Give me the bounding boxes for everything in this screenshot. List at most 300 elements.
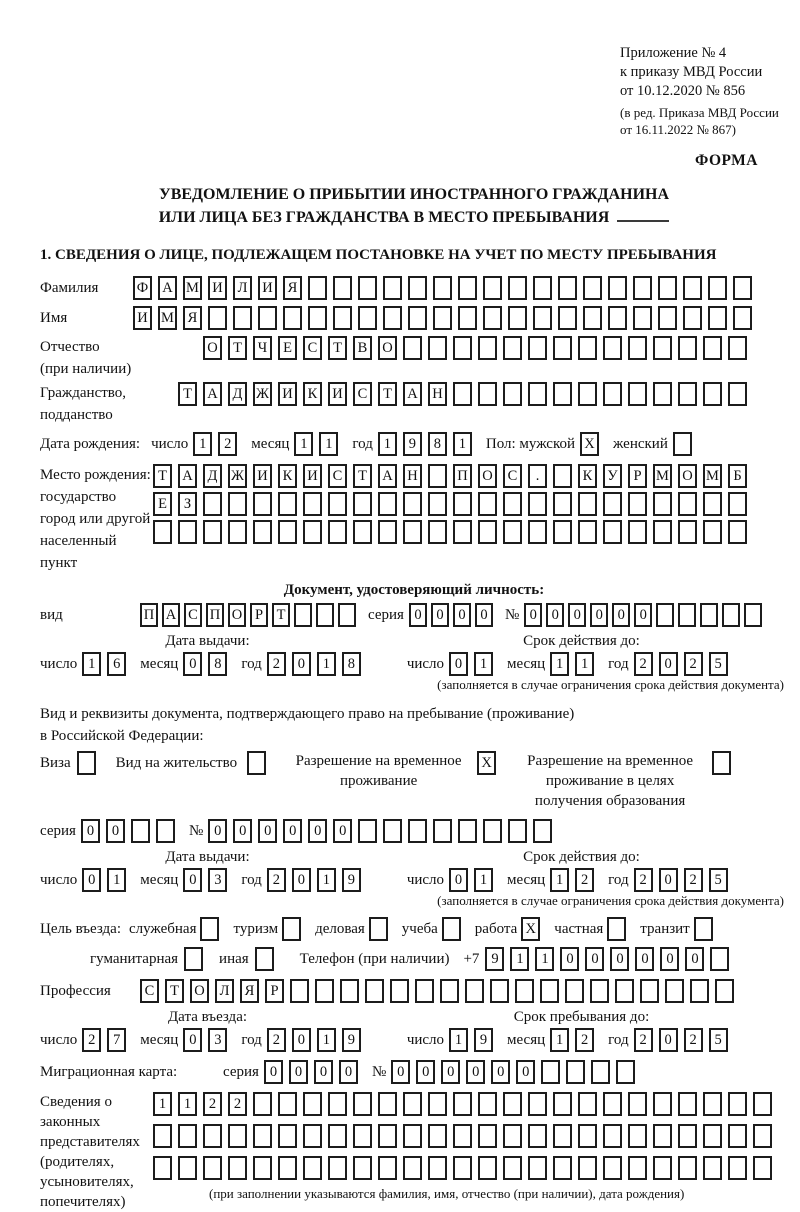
entry-year-box[interactable]: 9 xyxy=(342,1028,361,1052)
residence-expiry-day-box[interactable]: 1 xyxy=(474,868,493,892)
mc-number-box[interactable]: 0 xyxy=(491,1060,510,1084)
birthplace-char-box[interactable] xyxy=(453,520,472,544)
birthplace-char-box[interactable]: Т xyxy=(153,464,172,488)
identity-series-box[interactable]: 0 xyxy=(453,603,471,627)
representatives-char-box[interactable] xyxy=(503,1124,522,1148)
identity-type-char-box[interactable]: С xyxy=(184,603,202,627)
phone-digit-box[interactable]: 1 xyxy=(510,947,529,971)
stay-year-box[interactable]: 5 xyxy=(709,1028,728,1052)
citizenship-char-box[interactable] xyxy=(578,382,597,406)
representatives-char-box[interactable] xyxy=(403,1092,422,1116)
birth-year-box[interactable]: 8 xyxy=(428,432,447,456)
firstname-char-box[interactable] xyxy=(433,306,452,330)
identity-number-box[interactable]: 0 xyxy=(568,603,586,627)
firstname-char-box[interactable]: И xyxy=(133,306,152,330)
birthplace-char-box[interactable] xyxy=(528,520,547,544)
patronymic-char-box[interactable] xyxy=(453,336,472,360)
patronymic-char-box[interactable]: В xyxy=(353,336,372,360)
purpose-business-box[interactable] xyxy=(369,917,388,941)
firstname-char-box[interactable] xyxy=(633,306,652,330)
representatives-char-box[interactable] xyxy=(703,1124,722,1148)
citizenship-char-box[interactable]: Н xyxy=(428,382,447,406)
birthplace-char-box[interactable] xyxy=(478,520,497,544)
birthplace-char-box[interactable] xyxy=(703,520,722,544)
patronymic-char-box[interactable] xyxy=(528,336,547,360)
profession-char-box[interactable] xyxy=(640,979,659,1003)
representatives-char-box[interactable]: 1 xyxy=(178,1092,197,1116)
phone-digit-box[interactable]: 0 xyxy=(635,947,654,971)
representatives-char-box[interactable] xyxy=(403,1156,422,1180)
sex-female-box[interactable] xyxy=(673,432,692,456)
birthplace-char-box[interactable] xyxy=(678,492,697,516)
mc-number-box[interactable] xyxy=(591,1060,610,1084)
residence-expiry-year-box[interactable]: 2 xyxy=(684,868,703,892)
residence-number-box[interactable]: 0 xyxy=(208,819,227,843)
birthplace-char-box[interactable] xyxy=(328,492,347,516)
birthplace-char-box[interactable] xyxy=(728,520,747,544)
identity-number-box[interactable]: 0 xyxy=(612,603,630,627)
birth-month-box[interactable]: 1 xyxy=(319,432,338,456)
residence-series-box[interactable] xyxy=(131,819,150,843)
birthplace-char-box[interactable]: П xyxy=(453,464,472,488)
representatives-char-box[interactable] xyxy=(153,1156,172,1180)
firstname-char-box[interactable] xyxy=(333,306,352,330)
representatives-char-box[interactable] xyxy=(453,1124,472,1148)
birth-year-box[interactable]: 1 xyxy=(453,432,472,456)
temp-residence-education-box[interactable] xyxy=(712,751,731,775)
representatives-char-box[interactable] xyxy=(503,1092,522,1116)
birthplace-char-box[interactable] xyxy=(203,520,222,544)
surname-char-box[interactable] xyxy=(708,276,727,300)
representatives-char-box[interactable] xyxy=(428,1156,447,1180)
mc-series-box[interactable]: 0 xyxy=(314,1060,333,1084)
surname-char-box[interactable]: Я xyxy=(283,276,302,300)
citizenship-char-box[interactable]: Ж xyxy=(253,382,272,406)
mc-number-box[interactable] xyxy=(566,1060,585,1084)
patronymic-char-box[interactable]: О xyxy=(378,336,397,360)
firstname-char-box[interactable] xyxy=(533,306,552,330)
entry-year-box[interactable]: 1 xyxy=(317,1028,336,1052)
residence-expiry-month-box[interactable]: 2 xyxy=(575,868,594,892)
birth-year-box[interactable]: 1 xyxy=(378,432,397,456)
entry-month-box[interactable]: 3 xyxy=(208,1028,227,1052)
residence-issue-year-box[interactable]: 1 xyxy=(317,868,336,892)
profession-char-box[interactable] xyxy=(415,979,434,1003)
purpose-humanitarian-box[interactable] xyxy=(184,947,203,971)
identity-number-box[interactable] xyxy=(678,603,696,627)
birthplace-char-box[interactable] xyxy=(203,492,222,516)
birthplace-char-box[interactable] xyxy=(378,520,397,544)
profession-char-box[interactable] xyxy=(290,979,309,1003)
stay-day-box[interactable]: 9 xyxy=(474,1028,493,1052)
sex-male-box[interactable]: X xyxy=(580,432,599,456)
surname-char-box[interactable] xyxy=(533,276,552,300)
representatives-char-box[interactable]: 1 xyxy=(153,1092,172,1116)
birthplace-char-box[interactable] xyxy=(628,520,647,544)
representatives-char-box[interactable] xyxy=(303,1156,322,1180)
birth-year-box[interactable]: 9 xyxy=(403,432,422,456)
identity-type-char-box[interactable]: П xyxy=(206,603,224,627)
birthplace-char-box[interactable]: Е xyxy=(153,492,172,516)
identity-issue-year-box[interactable]: 1 xyxy=(317,652,336,676)
representatives-char-box[interactable] xyxy=(478,1092,497,1116)
representatives-char-box[interactable] xyxy=(728,1092,747,1116)
phone-digit-box[interactable]: 0 xyxy=(660,947,679,971)
birthplace-char-box[interactable] xyxy=(553,464,572,488)
patronymic-char-box[interactable] xyxy=(403,336,422,360)
birthplace-char-box[interactable] xyxy=(278,492,297,516)
stay-year-box[interactable]: 0 xyxy=(659,1028,678,1052)
representatives-char-box[interactable] xyxy=(203,1124,222,1148)
identity-expiry-day-box[interactable]: 0 xyxy=(449,652,468,676)
birthplace-char-box[interactable] xyxy=(428,520,447,544)
firstname-char-box[interactable] xyxy=(258,306,277,330)
representatives-char-box[interactable] xyxy=(253,1124,272,1148)
birthplace-char-box[interactable] xyxy=(553,492,572,516)
phone-digit-box[interactable]: 0 xyxy=(585,947,604,971)
firstname-char-box[interactable] xyxy=(583,306,602,330)
birthplace-char-box[interactable] xyxy=(653,520,672,544)
patronymic-char-box[interactable] xyxy=(603,336,622,360)
citizenship-char-box[interactable]: С xyxy=(353,382,372,406)
representatives-char-box[interactable] xyxy=(403,1124,422,1148)
mc-number-box[interactable]: 0 xyxy=(466,1060,485,1084)
citizenship-char-box[interactable]: К xyxy=(303,382,322,406)
residence-series-box[interactable] xyxy=(156,819,175,843)
citizenship-char-box[interactable]: Т xyxy=(178,382,197,406)
identity-expiry-day-box[interactable]: 1 xyxy=(474,652,493,676)
representatives-char-box[interactable] xyxy=(278,1156,297,1180)
surname-char-box[interactable]: И xyxy=(208,276,227,300)
purpose-work-box[interactable]: X xyxy=(521,917,540,941)
firstname-char-box[interactable] xyxy=(458,306,477,330)
representatives-char-box[interactable] xyxy=(628,1156,647,1180)
profession-char-box[interactable]: Р xyxy=(265,979,284,1003)
residence-permit-box[interactable] xyxy=(247,751,266,775)
representatives-char-box[interactable] xyxy=(703,1092,722,1116)
identity-series-box[interactable]: 0 xyxy=(409,603,427,627)
representatives-char-box[interactable] xyxy=(653,1124,672,1148)
surname-char-box[interactable] xyxy=(408,276,427,300)
birthplace-char-box[interactable]: К xyxy=(278,464,297,488)
firstname-char-box[interactable] xyxy=(708,306,727,330)
birthplace-char-box[interactable] xyxy=(453,492,472,516)
representatives-char-box[interactable] xyxy=(228,1156,247,1180)
entry-year-box[interactable]: 2 xyxy=(267,1028,286,1052)
patronymic-char-box[interactable] xyxy=(503,336,522,360)
identity-type-char-box[interactable]: Т xyxy=(272,603,290,627)
surname-char-box[interactable]: И xyxy=(258,276,277,300)
birthplace-char-box[interactable] xyxy=(228,492,247,516)
surname-char-box[interactable] xyxy=(658,276,677,300)
citizenship-char-box[interactable]: Т xyxy=(378,382,397,406)
surname-char-box[interactable] xyxy=(633,276,652,300)
birthplace-char-box[interactable] xyxy=(303,520,322,544)
representatives-char-box[interactable] xyxy=(153,1124,172,1148)
mc-series-box[interactable]: 0 xyxy=(264,1060,283,1084)
identity-type-char-box[interactable]: П xyxy=(140,603,158,627)
residence-number-box[interactable]: 0 xyxy=(283,819,302,843)
representatives-char-box[interactable] xyxy=(753,1156,772,1180)
entry-day-box[interactable]: 7 xyxy=(107,1028,126,1052)
mc-series-box[interactable]: 0 xyxy=(289,1060,308,1084)
representatives-char-box[interactable] xyxy=(628,1124,647,1148)
surname-char-box[interactable] xyxy=(583,276,602,300)
citizenship-char-box[interactable] xyxy=(728,382,747,406)
citizenship-char-box[interactable] xyxy=(653,382,672,406)
identity-type-char-box[interactable] xyxy=(338,603,356,627)
temp-residence-box[interactable]: X xyxy=(477,751,496,775)
firstname-char-box[interactable] xyxy=(408,306,427,330)
patronymic-char-box[interactable] xyxy=(653,336,672,360)
residence-series-box[interactable]: 0 xyxy=(81,819,100,843)
residence-series-box[interactable]: 0 xyxy=(106,819,125,843)
birthplace-char-box[interactable] xyxy=(703,492,722,516)
representatives-char-box[interactable] xyxy=(453,1092,472,1116)
patronymic-char-box[interactable]: Ч xyxy=(253,336,272,360)
birthplace-char-box[interactable] xyxy=(403,520,422,544)
stay-month-box[interactable]: 1 xyxy=(550,1028,569,1052)
residence-expiry-day-box[interactable]: 0 xyxy=(449,868,468,892)
residence-number-box[interactable]: 0 xyxy=(308,819,327,843)
surname-char-box[interactable] xyxy=(483,276,502,300)
representatives-char-box[interactable] xyxy=(553,1124,572,1148)
birthplace-char-box[interactable] xyxy=(278,520,297,544)
mc-number-box[interactable] xyxy=(541,1060,560,1084)
patronymic-char-box[interactable] xyxy=(578,336,597,360)
birthplace-char-box[interactable]: Д xyxy=(203,464,222,488)
identity-number-box[interactable] xyxy=(744,603,762,627)
phone-digit-box[interactable]: 9 xyxy=(485,947,504,971)
entry-day-box[interactable]: 2 xyxy=(82,1028,101,1052)
identity-type-char-box[interactable]: А xyxy=(162,603,180,627)
representatives-char-box[interactable] xyxy=(203,1156,222,1180)
birthplace-char-box[interactable]: Т xyxy=(353,464,372,488)
representatives-char-box[interactable] xyxy=(728,1156,747,1180)
purpose-transit-box[interactable] xyxy=(694,917,713,941)
representatives-char-box[interactable] xyxy=(703,1156,722,1180)
birthplace-char-box[interactable]: Н xyxy=(403,464,422,488)
mc-number-box[interactable]: 0 xyxy=(391,1060,410,1084)
birthplace-char-box[interactable] xyxy=(728,492,747,516)
identity-issue-day-box[interactable]: 6 xyxy=(107,652,126,676)
birthplace-char-box[interactable]: У xyxy=(603,464,622,488)
birthplace-char-box[interactable]: И xyxy=(253,464,272,488)
patronymic-char-box[interactable] xyxy=(628,336,647,360)
identity-expiry-year-box[interactable]: 0 xyxy=(659,652,678,676)
profession-char-box[interactable] xyxy=(440,979,459,1003)
representatives-char-box[interactable] xyxy=(428,1092,447,1116)
stay-year-box[interactable]: 2 xyxy=(684,1028,703,1052)
birthplace-char-box[interactable] xyxy=(503,520,522,544)
birthplace-char-box[interactable]: О xyxy=(478,464,497,488)
phone-digit-box[interactable]: 1 xyxy=(535,947,554,971)
representatives-char-box[interactable] xyxy=(603,1092,622,1116)
citizenship-char-box[interactable]: Д xyxy=(228,382,247,406)
birthplace-char-box[interactable] xyxy=(578,492,597,516)
surname-char-box[interactable]: Л xyxy=(233,276,252,300)
surname-char-box[interactable] xyxy=(508,276,527,300)
citizenship-char-box[interactable]: А xyxy=(203,382,222,406)
identity-number-box[interactable] xyxy=(700,603,718,627)
visa-box[interactable] xyxy=(77,751,96,775)
patronymic-char-box[interactable] xyxy=(703,336,722,360)
surname-char-box[interactable]: М xyxy=(183,276,202,300)
representatives-char-box[interactable] xyxy=(428,1124,447,1148)
representatives-char-box[interactable] xyxy=(528,1092,547,1116)
birthplace-char-box[interactable] xyxy=(428,464,447,488)
birthplace-char-box[interactable] xyxy=(353,520,372,544)
representatives-char-box[interactable] xyxy=(453,1156,472,1180)
birthplace-char-box[interactable] xyxy=(603,492,622,516)
identity-series-box[interactable]: 0 xyxy=(475,603,493,627)
residence-number-box[interactable]: 0 xyxy=(333,819,352,843)
phone-digit-box[interactable]: 0 xyxy=(610,947,629,971)
birthplace-char-box[interactable] xyxy=(378,492,397,516)
profession-char-box[interactable]: О xyxy=(190,979,209,1003)
representatives-char-box[interactable] xyxy=(303,1092,322,1116)
birthplace-char-box[interactable] xyxy=(528,492,547,516)
patronymic-char-box[interactable]: О xyxy=(203,336,222,360)
identity-number-box[interactable]: 0 xyxy=(524,603,542,627)
firstname-char-box[interactable] xyxy=(383,306,402,330)
representatives-char-box[interactable] xyxy=(228,1124,247,1148)
residence-issue-month-box[interactable]: 0 xyxy=(183,868,202,892)
citizenship-char-box[interactable]: И xyxy=(328,382,347,406)
citizenship-char-box[interactable] xyxy=(603,382,622,406)
identity-number-box[interactable]: 0 xyxy=(590,603,608,627)
representatives-char-box[interactable] xyxy=(678,1156,697,1180)
profession-char-box[interactable] xyxy=(665,979,684,1003)
birthplace-char-box[interactable]: С xyxy=(503,464,522,488)
birthplace-char-box[interactable]: Б xyxy=(728,464,747,488)
birthplace-char-box[interactable] xyxy=(553,520,572,544)
birthplace-char-box[interactable] xyxy=(678,520,697,544)
birthplace-char-box[interactable] xyxy=(253,520,272,544)
representatives-char-box[interactable] xyxy=(353,1124,372,1148)
residence-expiry-year-box[interactable]: 5 xyxy=(709,868,728,892)
identity-expiry-year-box[interactable]: 5 xyxy=(709,652,728,676)
representatives-char-box[interactable] xyxy=(328,1156,347,1180)
birthplace-char-box[interactable] xyxy=(428,492,447,516)
patronymic-char-box[interactable] xyxy=(728,336,747,360)
representatives-char-box[interactable] xyxy=(528,1124,547,1148)
profession-char-box[interactable]: Т xyxy=(165,979,184,1003)
profession-char-box[interactable]: С xyxy=(140,979,159,1003)
identity-type-char-box[interactable]: О xyxy=(228,603,246,627)
birthplace-char-box[interactable]: О xyxy=(678,464,697,488)
birthplace-char-box[interactable] xyxy=(503,492,522,516)
representatives-char-box[interactable] xyxy=(353,1156,372,1180)
profession-char-box[interactable] xyxy=(365,979,384,1003)
representatives-char-box[interactable] xyxy=(628,1092,647,1116)
firstname-char-box[interactable] xyxy=(508,306,527,330)
representatives-char-box[interactable] xyxy=(253,1092,272,1116)
surname-char-box[interactable] xyxy=(308,276,327,300)
patronymic-char-box[interactable]: С xyxy=(303,336,322,360)
residence-expiry-month-box[interactable]: 1 xyxy=(550,868,569,892)
citizenship-char-box[interactable] xyxy=(453,382,472,406)
residence-issue-day-box[interactable]: 0 xyxy=(82,868,101,892)
residence-number-box[interactable] xyxy=(483,819,502,843)
entry-year-box[interactable]: 0 xyxy=(292,1028,311,1052)
surname-char-box[interactable] xyxy=(358,276,377,300)
representatives-char-box[interactable] xyxy=(253,1156,272,1180)
citizenship-char-box[interactable] xyxy=(478,382,497,406)
representatives-char-box[interactable] xyxy=(728,1124,747,1148)
representatives-char-box[interactable] xyxy=(603,1124,622,1148)
representatives-char-box[interactable] xyxy=(328,1092,347,1116)
birth-day-box[interactable]: 1 xyxy=(193,432,212,456)
birthplace-char-box[interactable] xyxy=(178,520,197,544)
profession-char-box[interactable] xyxy=(540,979,559,1003)
representatives-char-box[interactable] xyxy=(753,1092,772,1116)
representatives-char-box[interactable] xyxy=(653,1092,672,1116)
profession-char-box[interactable] xyxy=(515,979,534,1003)
identity-issue-year-box[interactable]: 8 xyxy=(342,652,361,676)
identity-type-char-box[interactable] xyxy=(294,603,312,627)
representatives-char-box[interactable] xyxy=(378,1124,397,1148)
birthplace-char-box[interactable] xyxy=(603,520,622,544)
identity-number-box[interactable]: 0 xyxy=(634,603,652,627)
mc-number-box[interactable]: 0 xyxy=(441,1060,460,1084)
representatives-char-box[interactable] xyxy=(753,1124,772,1148)
identity-number-box[interactable] xyxy=(656,603,674,627)
firstname-char-box[interactable] xyxy=(483,306,502,330)
representatives-char-box[interactable] xyxy=(678,1092,697,1116)
firstname-char-box[interactable] xyxy=(233,306,252,330)
citizenship-char-box[interactable]: И xyxy=(278,382,297,406)
residence-issue-month-box[interactable]: 3 xyxy=(208,868,227,892)
citizenship-char-box[interactable] xyxy=(628,382,647,406)
firstname-char-box[interactable] xyxy=(358,306,377,330)
profession-char-box[interactable] xyxy=(565,979,584,1003)
residence-number-box[interactable] xyxy=(383,819,402,843)
representatives-char-box[interactable] xyxy=(478,1124,497,1148)
birthplace-char-box[interactable] xyxy=(303,492,322,516)
birthplace-char-box[interactable] xyxy=(153,520,172,544)
birthplace-char-box[interactable]: И xyxy=(303,464,322,488)
birthplace-char-box[interactable]: . xyxy=(528,464,547,488)
patronymic-char-box[interactable]: Е xyxy=(278,336,297,360)
birthplace-char-box[interactable] xyxy=(478,492,497,516)
residence-expiry-year-box[interactable]: 0 xyxy=(659,868,678,892)
profession-char-box[interactable] xyxy=(315,979,334,1003)
entry-month-box[interactable]: 0 xyxy=(183,1028,202,1052)
profession-char-box[interactable] xyxy=(590,979,609,1003)
firstname-char-box[interactable]: М xyxy=(158,306,177,330)
phone-digit-box[interactable]: 0 xyxy=(560,947,579,971)
birthplace-char-box[interactable] xyxy=(328,520,347,544)
identity-number-box[interactable]: 0 xyxy=(546,603,564,627)
representatives-char-box[interactable] xyxy=(278,1092,297,1116)
identity-issue-month-box[interactable]: 8 xyxy=(208,652,227,676)
patronymic-char-box[interactable] xyxy=(478,336,497,360)
citizenship-char-box[interactable] xyxy=(553,382,572,406)
representatives-char-box[interactable] xyxy=(378,1092,397,1116)
firstname-char-box[interactable] xyxy=(283,306,302,330)
representatives-char-box[interactable] xyxy=(653,1156,672,1180)
residence-issue-year-box[interactable]: 9 xyxy=(342,868,361,892)
profession-char-box[interactable] xyxy=(390,979,409,1003)
representatives-char-box[interactable] xyxy=(578,1156,597,1180)
profession-char-box[interactable] xyxy=(615,979,634,1003)
purpose-official-box[interactable] xyxy=(200,917,219,941)
identity-series-box[interactable]: 0 xyxy=(431,603,449,627)
representatives-char-box[interactable] xyxy=(478,1156,497,1180)
birthplace-char-box[interactable]: А xyxy=(178,464,197,488)
phone-digit-box[interactable] xyxy=(710,947,729,971)
